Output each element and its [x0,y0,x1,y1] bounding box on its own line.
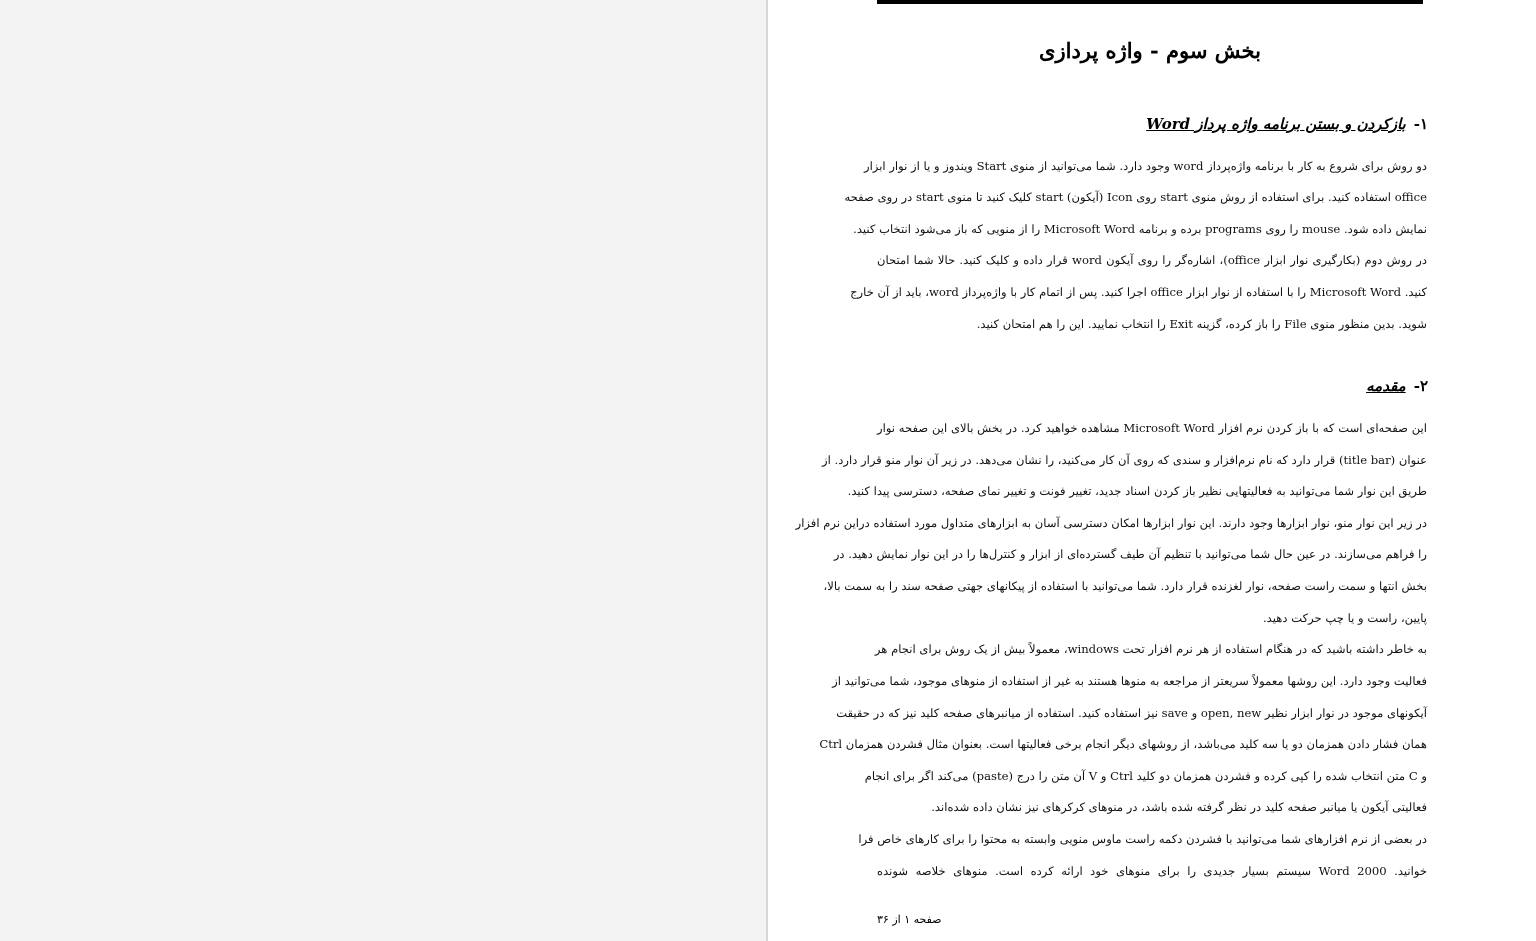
text-line: آیکونهای موجود در نوار ابزار نظیر open, new و save نیز استفاده کنید. استفاده از میانبرهای صفحه کلید نیز که در حقیقت [836,706,1427,720]
text-line: در روش دوم (بکارگیری نوار ابزار office)، اشاره‌گر را روی آیکون word قرار داده و کلیک کنید. حالا شما امتحان [877,253,1427,267]
page-footer: صفحه ۱ از ۳۶ [877,913,942,926]
section-1-number: ۱- [1413,115,1428,133]
header-rule [877,0,1423,4]
text-line: دو روش برای شروع به کار با برنامه واژه‌پرداز word وجود دارد. شما می‌توانید از منوی Start ویندوز و یا از نوار ابزار [863,159,1427,173]
section-2-title: مقدمه [1366,377,1406,395]
text-line: طریق این نوار شما می‌توانید به فعالیتهایی نظیر باز کردن اسناد جدید، تغییر فونت و تغییر نمای صفحه، دسترسی پیدا کنید. [847,484,1427,498]
text-line: به خاطر داشته باشید که در هنگام استفاده از هر نرم افزار تحت windows، معمولاً بیش از یک روش برای انجام هر [874,642,1427,656]
text-line: در زیر این نوار منو، نوار ابزارها وجود دارند. این نوار ابزارها امکان دسترسی آسان به ابزارهای متداول مورد استفاده دراین نرم افزار [795,516,1427,530]
page-title: بخش سوم - واژه پردازی [1039,38,1261,63]
section-1-heading [1146,115,1428,133]
text-line: نمایش داده شود. mouse را روی programs برده و برنامه Microsoft Word را از منویی که باز می‌شود انتخاب کنید. [853,222,1427,236]
blank-left-pane [0,0,766,941]
text-line: و C متن انتخاب شده را کپی کرده و فشردن همزمان دو کلید Ctrl و V آن متن را درج (paste) می‌کند اگر برای انجام [864,769,1427,783]
text-line: بخش انتها و سمت راست صفحه، نوار لغزنده قرار دارد. شما می‌توانید با استفاده از پیکانهای جهتی صفحه سند را به سمت بالا، [823,579,1427,593]
text-line: کنید. Microsoft Word را با استفاده از نوار ابزار office اجرا کنید. پس از اتمام کار با واژه‌پرداز word، باید از آن خارج [850,285,1427,299]
text-line: فعالیت وجود دارد. این روشها معمولاً سریعتر از مراجعه به منوها هستند به غیر از استفاده از منوهای موجود، شما می‌توانید از [832,674,1427,688]
text-line: office استفاده کنید. برای استفاده از روش منوی start روی Icon (آیکون) start کلیک کنید تا منوی start در روی صفحه [844,190,1427,204]
text-line: پایین، راست و یا چپ حرکت دهید. [1262,611,1427,625]
section-2-heading [1366,377,1428,395]
text-line: را فراهم می‌سازند. در عین حال شما می‌توانید با تنظیم آن طیف گسترده‌ای از ابزار و کنترل‌ها را در این نوار نمایش دهید. در [833,547,1427,561]
document-page[interactable] [768,0,1536,941]
text-line: خوانید. Word 2000 سیستم بسیار جدیدی را برای منوهای خود ارائه کرده است. منوهای خلاصه شونده [877,864,1428,878]
text-line: همان فشار دادن همزمان دو یا سه کلید می‌باشد، از روشهای دیگر انجام برخی فعالیتها است. بعنوان مثال فشردن همزمان Ctrl [819,737,1427,751]
text-line: عنوان (title bar) قرار دارد که نام نرم‌افزار و سندی که روی آن کار می‌کنید، را نشان می‌دهد. در زیر آن نوار منو قرار دارد. از [822,453,1427,467]
text-line: در بعضی از نرم افزارهای شما می‌توانید با فشردن دکمه راست ماوس منویی وابسته به محتوا را برای کارهای خاص فرا [858,832,1427,846]
text-line: این صفحه‌ای است که با باز کردن نرم افزار Microsoft Word مشاهده خواهید کرد. در بخش بالای این صفحه نوار [877,421,1427,435]
text-line: شوید. بدین منظور منوی File را باز کرده، گزینه Exit را انتخاب نمایید. این را هم امتحان کنید. [976,317,1427,331]
text-line: فعالیتی آیکون یا میانبر صفحه کلید در نظر گرفته شده باشد، در منوهای کرکرهای نیز نشان داده شده‌اند. [931,800,1427,814]
section-1-title: بازکردن و بستن برنامه واژه پرداز Word [1146,115,1406,133]
section-2-number: ۲- [1413,377,1428,395]
